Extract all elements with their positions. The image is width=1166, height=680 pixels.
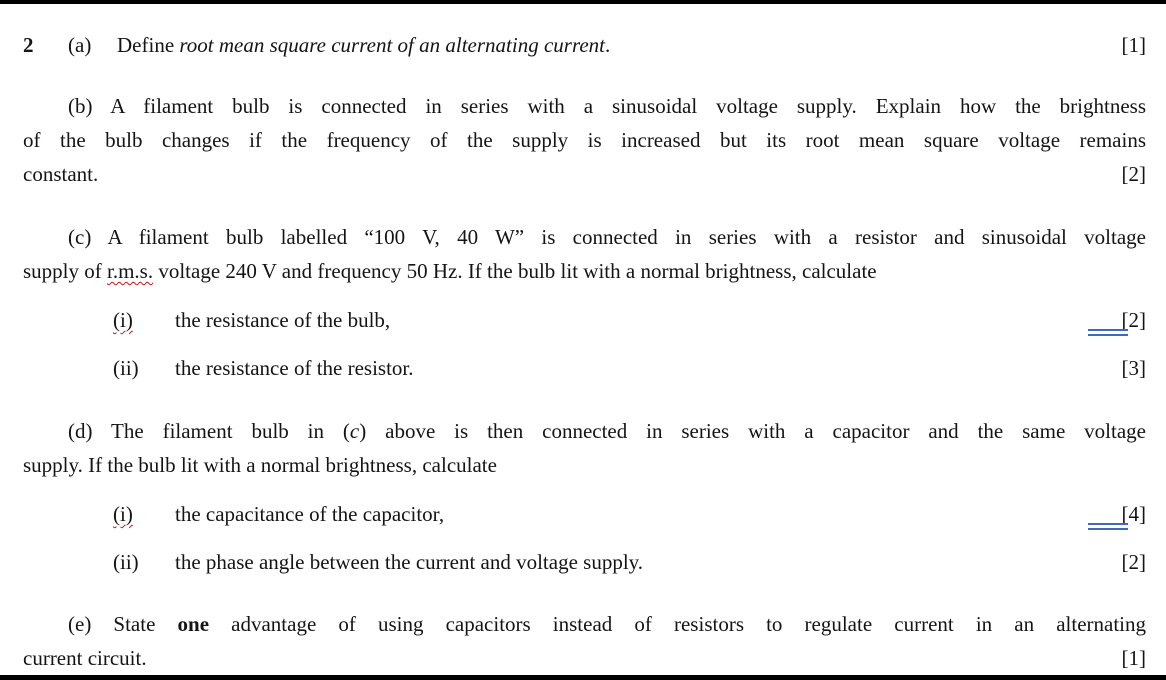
- text-segment: current circuit.: [23, 646, 147, 670]
- text-segment: supply of: [23, 259, 102, 283]
- part-c-item-i-text: the resistance of the bulb,: [175, 308, 391, 332]
- part-d-item-ii-text: the phase angle between the current and voltage supply.: [175, 550, 644, 574]
- text-segment: A filament bulb is connected in series with a sinusoidal voltage supply. Explain how the brightness: [110, 94, 1146, 118]
- part-c-item-ii-text: the resistance of the resistor.: [175, 356, 414, 380]
- part-e-line-1: [23, 607, 1146, 641]
- part-c-line-1: [23, 220, 1146, 254]
- part-a-mark: [1]: [1121, 33, 1146, 57]
- part-c-item-i: [23, 303, 1146, 337]
- text-segment: ) above is then connected in series with a capacitor and the same voltage: [359, 419, 1146, 443]
- part-d-item-ii-label: (ii): [113, 550, 139, 574]
- part-c-line-2: [23, 254, 1146, 288]
- text-segment-bold: one: [177, 612, 210, 636]
- part-b-line-1: [23, 89, 1146, 123]
- part-d-item-i-mark: [4]: [1121, 502, 1146, 526]
- question-part-d: [23, 414, 1146, 482]
- part-d-item-i-label: (i): [113, 502, 133, 526]
- part-a-label: (a): [68, 33, 92, 57]
- part-b-line-3: [23, 157, 1146, 191]
- part-d-item-ii-mark: [2]: [1121, 550, 1146, 574]
- misspelled-word: r.m.s.: [107, 259, 154, 283]
- part-b-mark: [2]: [1121, 162, 1146, 186]
- text-segment: Define: [117, 33, 175, 57]
- part-d-item-i-markwrap: [1122, 497, 1147, 531]
- question-number: 2: [23, 33, 34, 57]
- part-b-markwrap: [1122, 157, 1147, 191]
- part-d-item-i-text: the capacitance of the capacitor,: [175, 502, 445, 526]
- grammar-double-underline: [1088, 523, 1128, 530]
- part-e-markwrap: [1122, 641, 1147, 675]
- part-c-item-ii-mark: [3]: [1121, 356, 1146, 380]
- part-d-line-2: supply. If the bulb lit with a normal brightness, calculate: [23, 453, 497, 477]
- grammar-double-underline: [1088, 329, 1128, 336]
- text-segment: advantage of using capacitors instead of resistors to regulate current in an alternating: [231, 612, 1147, 636]
- part-b-line-2: of the bulb changes if the frequency of the supply is increased but its root mean square voltage remains: [23, 128, 1146, 152]
- part-c-item-i-mark: [2]: [1121, 308, 1146, 332]
- part-e-mark: [1]: [1121, 646, 1146, 670]
- part-d-item-ii-markwrap: [1122, 545, 1147, 579]
- part-d-item-i: [23, 497, 1146, 531]
- question-part-c: [23, 220, 1146, 288]
- text-segment: The filament bulb in (: [111, 419, 350, 443]
- text-segment: State: [113, 612, 156, 636]
- part-c-item-ii-label: (ii): [113, 356, 139, 380]
- part-c-label: (c): [68, 225, 92, 249]
- part-a-markwrap: [1122, 28, 1147, 62]
- part-b-label: (b): [68, 94, 93, 118]
- part-d-item-ii: [23, 545, 1146, 579]
- part-d-line-1: [23, 414, 1146, 448]
- text-segment: constant.: [23, 162, 99, 186]
- part-c-item-i-label: (i): [113, 308, 133, 332]
- question-part-a: [23, 28, 1146, 62]
- part-e-line-2: [23, 641, 1146, 675]
- part-c-item-i-markwrap: [1122, 303, 1147, 337]
- part-d-label: (d): [68, 419, 93, 443]
- text-segment: A filament bulb labelled “100 V, 40 W” is connected in series with a resistor and sinusoidal voltage: [107, 225, 1146, 249]
- question-part-e: [23, 607, 1146, 675]
- text-segment: .: [605, 33, 611, 57]
- part-a-text: [117, 28, 610, 62]
- part-e-label: (e): [68, 612, 92, 636]
- question-part-b: [23, 89, 1146, 191]
- part-c-item-ii: [23, 351, 1146, 385]
- part-c-item-ii-markwrap: [1122, 351, 1147, 385]
- text-segment-italic: c: [349, 419, 360, 443]
- text-segment-italic: root mean square current of an alternating current: [179, 33, 605, 57]
- text-segment: voltage 240 V and frequency 50 Hz. If the bulb lit with a normal brightness, calculate: [158, 259, 877, 283]
